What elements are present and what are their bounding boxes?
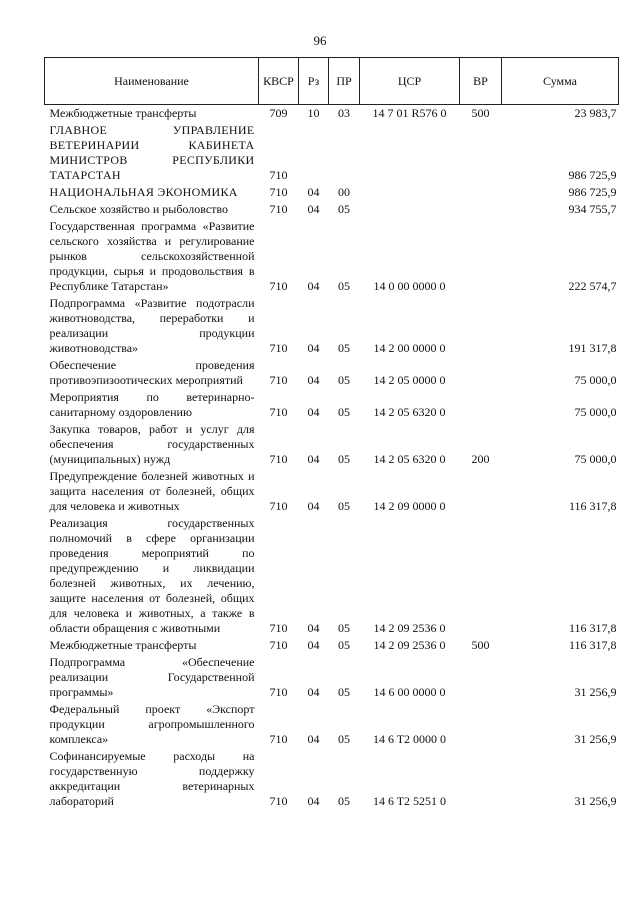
row-name: Обеспечение проведения противоэпизоотических мероприятий [49, 358, 255, 387]
row-kvsr: 710 [269, 638, 288, 652]
table-row [45, 202, 619, 219]
row-pr: 05 [338, 732, 350, 746]
row-name: Софинансируемые расходы на государственную поддержку аккредитации ветеринарных лабораторий [49, 749, 255, 808]
row-rz: 04 [307, 405, 320, 419]
row-sum: 116 317,8 [568, 638, 617, 652]
header-name: Наименование [45, 58, 259, 105]
row-rz: 04 [307, 794, 320, 808]
row-sum: 191 317,8 [568, 341, 617, 355]
row-csr: 14 6 T2 0000 0 [372, 732, 447, 746]
row-rz: 04 [307, 685, 320, 699]
row-kvsr: 710 [269, 341, 288, 355]
row-pr: 05 [338, 279, 350, 293]
row-kvsr: 710 [269, 452, 288, 466]
row-kvsr: 710 [269, 202, 288, 216]
row-vr [460, 202, 502, 219]
row-csr: 14 2 09 0000 0 [373, 499, 446, 513]
table-row [45, 749, 619, 811]
row-name: Мероприятия по ветеринарно-санитарному оздоровлению [49, 390, 255, 419]
row-rz: 04 [307, 499, 320, 513]
row-pr: 05 [338, 794, 350, 808]
row-rz: 04 [307, 452, 320, 466]
row-vr [460, 296, 502, 358]
table-row [45, 358, 619, 390]
row-rz: 04 [307, 279, 320, 293]
row-sum: 986 725,9 [568, 168, 617, 182]
table-row [45, 655, 619, 702]
table-row [45, 123, 619, 185]
row-vr [460, 749, 502, 811]
header-vr: ВР [460, 58, 502, 105]
row-kvsr: 710 [269, 685, 288, 699]
row-rz: 10 [307, 106, 320, 120]
row-vr: 200 [471, 452, 490, 466]
row-sum: 116 317,8 [568, 499, 617, 513]
row-vr [460, 655, 502, 702]
row-csr: 14 2 05 0000 0 [373, 373, 446, 387]
row-name: Государственная программа «Развитие сельского хозяйства и регулирование рынков сельскохозяйственной продукции, сырья и продовольствия в Республике Татарстан» [49, 219, 255, 293]
row-vr: 500 [471, 638, 490, 652]
row-pr: 05 [338, 621, 350, 635]
table-row [45, 296, 619, 358]
row-pr: 05 [338, 373, 350, 387]
row-kvsr: 710 [269, 373, 288, 387]
row-name: Межбюджетные трансферты [49, 106, 197, 120]
page-number: 96 [313, 33, 327, 48]
row-pr: 05 [338, 638, 350, 652]
row-rz: 04 [307, 202, 320, 216]
row-sum: 31 256,9 [574, 685, 617, 699]
row-rz [299, 123, 329, 185]
row-rz: 04 [307, 185, 320, 199]
row-csr: 14 2 00 0000 0 [373, 341, 446, 355]
row-pr: 00 [338, 185, 350, 199]
row-vr [460, 469, 502, 516]
row-name: Предупреждение болезней животных и защита населения от болезней, общих для человека и животных [49, 469, 255, 513]
row-rz: 04 [307, 621, 320, 635]
row-pr: 05 [338, 685, 350, 699]
row-pr: 03 [338, 106, 350, 120]
table-row [45, 185, 619, 202]
row-sum: 31 256,9 [574, 732, 617, 746]
header-pr: ПР [329, 58, 360, 105]
row-vr [460, 358, 502, 390]
row-sum: 75 000,0 [574, 405, 617, 419]
row-vr [460, 702, 502, 749]
row-pr: 05 [338, 452, 350, 466]
row-kvsr: 710 [269, 499, 288, 513]
row-sum: 75 000,0 [574, 452, 617, 466]
row-name: Межбюджетные трансферты [49, 638, 197, 652]
row-csr: 14 6 00 0000 0 [373, 685, 446, 699]
table-row [45, 702, 619, 749]
row-name: Закупка товаров, работ и услуг для обеспечения государственных (муниципальных) нужд [49, 422, 255, 466]
table-row [45, 105, 619, 124]
row-vr: 500 [471, 106, 490, 120]
header-rz: Рз [299, 58, 329, 105]
table-row [45, 516, 619, 638]
row-csr: 14 0 00 0000 0 [373, 279, 446, 293]
row-rz: 04 [307, 373, 320, 387]
row-csr [360, 123, 460, 185]
row-vr [460, 516, 502, 638]
header-kvsr: КВСР [259, 58, 299, 105]
table-row [45, 422, 619, 469]
row-name: Реализация государственных полномочий в сфере организации проведения мероприятий по предупреждению и ликвидации болезней животных, их лечению, защите населения от болезней, общих для человека и животных, а также в области обращения с животными [49, 516, 255, 635]
row-sum: 934 755,7 [568, 202, 617, 216]
row-name: Сельское хозяйство и рыболовство [49, 202, 229, 216]
row-kvsr: 710 [269, 185, 288, 199]
row-csr: 14 2 09 2536 0 [373, 638, 446, 652]
row-name: ГЛАВНОЕ УПРАВЛЕНИЕ ВЕТЕРИНАРИИ КАБИНЕТА МИНИСТРОВ РЕСПУБЛИКИ ТАТАРСТАН [49, 123, 255, 182]
row-pr: 05 [338, 341, 350, 355]
row-vr [460, 390, 502, 422]
row-pr: 05 [338, 405, 350, 419]
row-rz: 04 [307, 638, 320, 652]
row-csr: 14 2 05 6320 0 [373, 405, 446, 419]
row-vr [460, 219, 502, 296]
row-sum: 222 574,7 [568, 279, 617, 293]
row-rz: 04 [307, 732, 320, 746]
row-sum: 116 317,8 [568, 621, 617, 635]
row-csr [360, 185, 460, 202]
row-name: Подпрограмма «Обеспечение реализации Государственной программы» [49, 655, 255, 699]
row-vr [460, 185, 502, 202]
row-sum: 23 983,7 [574, 106, 617, 120]
row-rz: 04 [307, 341, 320, 355]
row-kvsr: 710 [269, 279, 288, 293]
row-sum: 986 725,9 [568, 185, 617, 199]
budget-table [44, 57, 619, 811]
row-csr [360, 202, 460, 219]
table-row [45, 390, 619, 422]
row-csr: 14 2 05 6320 0 [373, 452, 446, 466]
row-pr [329, 123, 360, 185]
row-kvsr: 710 [269, 621, 288, 635]
table-header-row [45, 58, 619, 105]
header-csr: ЦСР [360, 58, 460, 105]
row-kvsr: 709 [269, 106, 288, 120]
row-pr: 05 [338, 202, 350, 216]
table-row [45, 638, 619, 655]
row-vr [460, 123, 502, 185]
table-row [45, 219, 619, 296]
row-name: Федеральный проект «Экспорт продукции агропромышленного комплекса» [49, 702, 255, 746]
row-pr: 05 [338, 499, 350, 513]
row-kvsr: 710 [269, 168, 288, 182]
row-csr: 14 2 09 2536 0 [373, 621, 446, 635]
row-kvsr: 710 [269, 405, 288, 419]
table-row [45, 469, 619, 516]
row-csr: 14 6 T2 5251 0 [372, 794, 447, 808]
row-csr: 14 7 01 R576 0 [372, 106, 447, 120]
header-sum: Сумма [502, 58, 619, 105]
row-name: НАЦИОНАЛЬНАЯ ЭКОНОМИКА [49, 185, 238, 199]
row-sum: 75 000,0 [574, 373, 617, 387]
row-kvsr: 710 [269, 794, 288, 808]
row-sum: 31 256,9 [574, 794, 617, 808]
row-kvsr: 710 [269, 732, 288, 746]
row-name: Подпрограмма «Развитие подотрасли животноводства, переработки и реализации продукции животноводства» [49, 296, 255, 355]
